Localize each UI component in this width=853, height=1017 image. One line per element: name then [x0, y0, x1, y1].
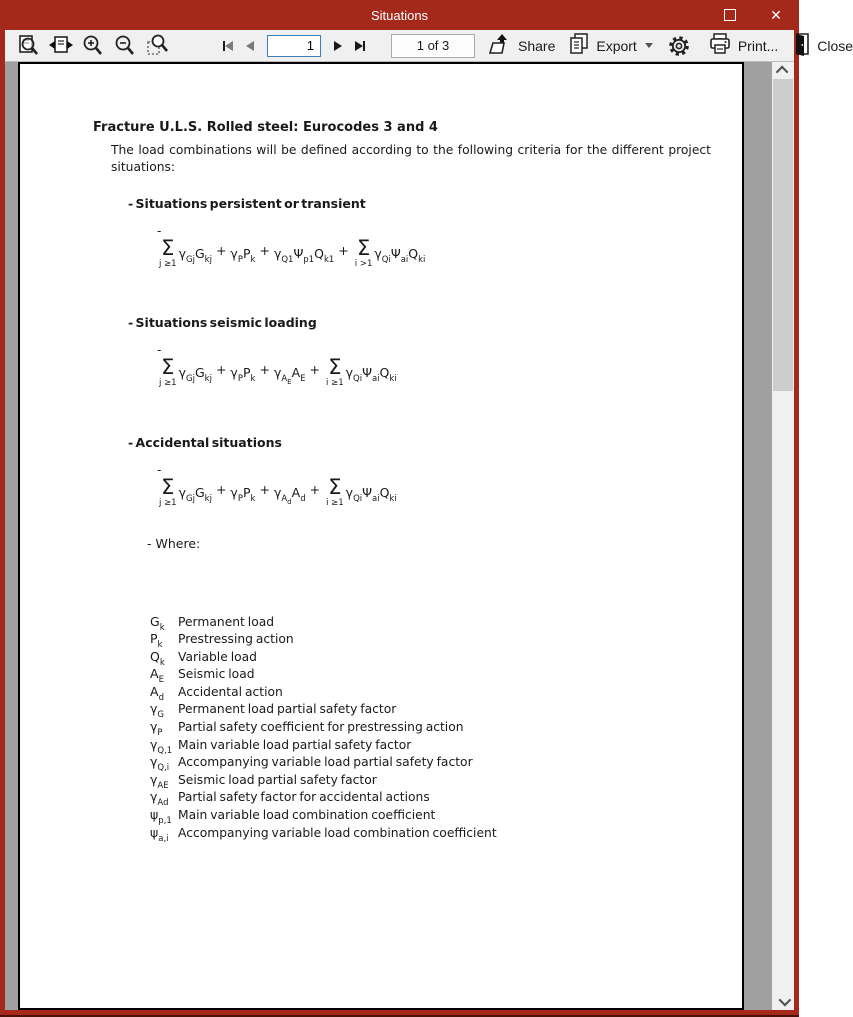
definition-row: [150, 786, 742, 809]
print-label: Print...: [737, 37, 779, 54]
close-label: Close: [817, 37, 853, 54]
term-subscript: Gj: [186, 373, 195, 384]
term-subscript: d: [300, 494, 306, 505]
definition-row: [150, 646, 742, 668]
sum-subscript: j ≥1: [159, 259, 177, 270]
definition-symbol: [150, 698, 178, 721]
formula-term: [194, 246, 212, 266]
formula-term: [293, 246, 315, 266]
definition-row: [150, 663, 742, 686]
term-symbol: Q: [379, 364, 390, 380]
sigma-symbol: Σ: [328, 475, 342, 500]
export-dropdown-caret: [645, 43, 653, 48]
export-icon: [567, 32, 591, 59]
symbol-main: A: [150, 666, 159, 682]
scroll-down-button[interactable]: [772, 993, 794, 1010]
term-symbol: G: [194, 246, 205, 262]
formula-term: [242, 485, 256, 505]
definition-description: Prestressing action: [178, 632, 294, 647]
sum-subscript: j ≥1: [159, 377, 177, 388]
definition-row: [150, 681, 742, 703]
definition-description: Variable load: [178, 649, 257, 664]
next-page-icon: [334, 41, 342, 51]
symbol-main: γ: [150, 771, 158, 787]
symbol-subscript: G: [157, 710, 164, 721]
symbol-main: Q: [150, 648, 160, 664]
symbol-main: ψ: [150, 824, 159, 840]
fit-page-icon: [16, 33, 42, 59]
formula-term: [314, 246, 335, 266]
definition-description: Seismic load partial safety factor: [178, 772, 377, 787]
last-page-button[interactable]: [349, 34, 371, 58]
formula-block: [157, 344, 742, 387]
gear-icon: [667, 34, 691, 58]
term-subsubscript: E: [287, 377, 292, 386]
symbol-main: γ: [150, 754, 158, 770]
symbol-subscript: P: [157, 728, 163, 739]
term-subscript: E: [300, 373, 306, 384]
term-subscript: $A_E$: [281, 373, 292, 386]
term-subscript: ai: [371, 494, 380, 505]
formula-bullet: -: [157, 224, 162, 239]
report-heading: Fracture U.L.S. Rolled steel: Eurocodes 3 and 4: [93, 120, 438, 135]
term-symbol: Ψ: [293, 246, 304, 262]
symbol-main: γ: [150, 701, 158, 717]
fit-page-button[interactable]: [15, 32, 43, 60]
symbol-subscript: p,1: [158, 816, 172, 827]
formula-term: [273, 246, 294, 266]
term-subscript: k: [250, 494, 256, 505]
previous-page-icon: [246, 41, 254, 51]
definition-description: Main variable load partial safety factor: [178, 737, 412, 752]
term-subscript: Gj: [186, 494, 195, 505]
formula-term: [273, 485, 292, 507]
share-label: Share: [518, 37, 556, 54]
definition-description: Accompanying variable load combination coefficient: [178, 825, 497, 840]
where-label: - Where:: [147, 535, 201, 551]
term-symbol: Q: [379, 485, 390, 501]
title-bar: [0, 0, 799, 30]
formula-term: [178, 485, 195, 505]
close-icon: ✕: [770, 7, 782, 23]
document-viewport: [5, 62, 794, 1010]
symbol-main: A: [150, 683, 159, 699]
sigma-symbol: Σ: [161, 236, 175, 261]
formula-term: [362, 485, 380, 505]
term-symbol: γ: [273, 246, 282, 262]
term-symbol: Ψ: [362, 485, 372, 501]
term-symbol: γ: [178, 364, 186, 380]
definition-row: [150, 734, 742, 756]
plus-operator: +: [259, 361, 270, 377]
definition-row: [150, 628, 742, 651]
sum-operator: [159, 475, 177, 508]
term-symbol: Ψ: [362, 364, 372, 380]
page-indicator: 1 of 3: [391, 34, 475, 58]
symbol-subscript: a,i: [158, 833, 169, 844]
term-subscript: Qi: [381, 255, 391, 266]
formula-term: [374, 246, 391, 266]
formula-term: [379, 364, 397, 384]
term-symbol: A: [291, 485, 301, 501]
formula-seismic: [157, 354, 742, 388]
chevron-down-icon: [778, 994, 791, 1007]
chevron-up-icon: [775, 66, 788, 79]
toolbar-actions: [475, 32, 853, 60]
export-label: Export: [596, 37, 637, 54]
term-symbol: A: [291, 364, 301, 380]
symbol-main: ψ: [150, 807, 159, 823]
symbol-subscript: k: [157, 640, 163, 651]
zoom-in-button[interactable]: [79, 32, 107, 60]
window-title: Situations: [370, 7, 429, 23]
term-symbol: γ: [273, 485, 282, 501]
definition-row: [150, 822, 742, 844]
term-symbol: P: [242, 485, 251, 501]
zoom-in-icon: [80, 33, 106, 59]
term-subscript: kj: [204, 494, 212, 505]
settings-button[interactable]: [665, 32, 693, 60]
formula-term: [230, 485, 243, 505]
definition-description: Accidental action: [178, 684, 283, 699]
definitions-list: [150, 611, 742, 844]
formula-term: [291, 364, 306, 384]
formula-term: [242, 364, 256, 384]
term-subscript: k: [250, 255, 256, 266]
symbol-main: γ: [150, 719, 158, 735]
report-intro: The load combinations will be defined according to the following criteria for the different project situations:: [111, 143, 711, 174]
formula-term: [362, 364, 380, 384]
definition-symbol: [150, 611, 178, 633]
symbol-main: γ: [150, 789, 158, 805]
zoom-tools-group: [13, 32, 173, 60]
plus-operator: +: [215, 482, 227, 498]
term-subscript: ki: [389, 373, 397, 384]
formula-term: [408, 246, 426, 266]
term-subscript: $A_d$: [281, 494, 292, 507]
section-title-persistent: - Situations persistent or transient: [128, 196, 366, 212]
formula-term: [230, 364, 243, 384]
section-title-accidental: - Accidental situations: [128, 435, 282, 451]
symbol-subscript: Ad: [157, 798, 169, 809]
definition-symbol: [150, 681, 178, 703]
fit-width-icon: [48, 33, 74, 59]
sum-subscript: i ≥1: [326, 498, 344, 508]
term-subscript: Qi: [353, 494, 363, 505]
definition-row: [150, 804, 742, 827]
printer-icon: [707, 32, 733, 59]
term-subscript: P: [237, 373, 243, 384]
term-symbol: γ: [230, 246, 238, 262]
formula-block: [157, 225, 742, 268]
symbol-subscript: Q,1: [157, 745, 173, 756]
formula-term: [194, 485, 212, 505]
term-symbol: γ: [374, 246, 382, 262]
definition-row: [150, 716, 742, 739]
first-page-button[interactable]: [217, 34, 239, 58]
formula-term: [291, 485, 306, 505]
formula-term: [230, 246, 243, 266]
term-symbol: γ: [345, 364, 354, 380]
formula-term: [273, 364, 292, 386]
sum-operator: [159, 354, 177, 388]
formula-bullet: -: [157, 463, 162, 478]
sum-operator: [326, 475, 344, 508]
term-subscript: ki: [389, 494, 397, 505]
definition-symbol: [150, 734, 178, 756]
term-symbol: γ: [230, 485, 238, 501]
door-icon: [790, 32, 812, 59]
term-subscript: P: [237, 255, 243, 266]
formula-term: [194, 364, 212, 384]
sigma-symbol: Σ: [328, 354, 342, 379]
section-title-seismic: - Situations seismic loading: [128, 314, 317, 330]
term-subscript: Q1: [281, 255, 294, 266]
zoom-out-button[interactable]: [111, 32, 139, 60]
term-subscript: ai: [400, 255, 409, 266]
page-navigation: [217, 34, 475, 58]
formula-block: [157, 464, 742, 507]
previous-page-button[interactable]: [239, 34, 261, 58]
sum-operator: [159, 236, 177, 270]
fit-width-button[interactable]: [47, 32, 75, 60]
term-symbol: Ψ: [390, 246, 401, 262]
symbol-subscript: k: [159, 622, 165, 633]
definition-row: [150, 769, 742, 791]
definition-description: Permanent load: [178, 614, 275, 629]
definition-description: Main variable load combination coefficient: [178, 808, 436, 823]
formula-term: [178, 364, 195, 384]
last-page-icon: [355, 41, 363, 51]
zoom-region-icon: [144, 33, 170, 59]
term-symbol: G: [194, 485, 205, 501]
term-symbol: γ: [178, 246, 186, 262]
plus-operator: +: [338, 243, 349, 259]
vertical-scrollbar[interactable]: [772, 62, 794, 1010]
term-symbol: γ: [178, 485, 186, 501]
close-report-button[interactable]: [790, 32, 853, 59]
sigma-symbol: Σ: [161, 354, 175, 379]
term-symbol: P: [242, 364, 251, 380]
term-subscript: P: [237, 494, 243, 505]
zoom-out-icon: [112, 33, 138, 59]
definition-symbol: [150, 646, 178, 668]
zoom-region-button[interactable]: [143, 32, 171, 60]
term-symbol: γ: [230, 364, 238, 380]
print-button[interactable]: [707, 32, 778, 59]
formula-term: [345, 364, 363, 384]
term-subscript: Qi: [353, 373, 363, 384]
sum-operator: [354, 236, 373, 270]
formula-term: [178, 246, 195, 266]
term-subscript: Gj: [186, 255, 195, 266]
formula-term: [390, 246, 409, 266]
term-subscript: kj: [204, 255, 212, 266]
scroll-up-button[interactable]: [772, 62, 794, 79]
definition-row: [150, 698, 742, 721]
term-subscript: k: [250, 373, 256, 384]
page-number-input[interactable]: [267, 35, 321, 57]
term-subscript: k1: [323, 255, 335, 266]
term-symbol: γ: [273, 364, 282, 380]
report-page: [18, 62, 744, 1010]
formula-term: [345, 485, 363, 505]
sum-subscript: i ≥1: [326, 377, 344, 388]
term-subsubscript: d: [287, 498, 292, 507]
term-subscript: p1: [303, 255, 315, 266]
formula-persistent: [157, 236, 742, 270]
term-symbol: γ: [345, 485, 354, 501]
definition-row: [150, 751, 742, 774]
definition-description: Seismic load: [178, 667, 255, 682]
next-page-button[interactable]: [327, 34, 349, 58]
symbol-main: γ: [150, 736, 158, 752]
plus-operator: +: [215, 243, 227, 259]
sigma-symbol: Σ: [356, 236, 371, 261]
share-icon: [487, 32, 513, 59]
definition-description: Accompanying variable load partial safety factor: [178, 755, 473, 770]
sum-operator: [326, 354, 344, 388]
formula-term: [379, 485, 397, 505]
symbol-subscript: Q,i: [157, 763, 170, 774]
sum-subscript: j ≥1: [159, 498, 177, 508]
term-subscript: kj: [204, 373, 212, 384]
plus-operator: +: [309, 361, 321, 377]
share-button[interactable]: [487, 32, 555, 59]
formula-bullet: -: [157, 342, 162, 357]
term-symbol: Q: [314, 246, 324, 262]
term-symbol: Q: [408, 246, 419, 262]
term-subscript: ai: [371, 373, 380, 384]
plus-operator: +: [215, 361, 227, 377]
definition-description: Permanent load partial safety factor: [178, 702, 397, 717]
definition-description: Partial safety factor for accidental actions: [178, 790, 430, 805]
term-symbol: P: [242, 246, 251, 262]
plus-operator: +: [259, 243, 270, 259]
toolbar: [5, 30, 853, 62]
term-symbol: G: [194, 364, 205, 380]
definition-description: Partial safety coefficient for prestressing action: [178, 720, 464, 735]
plus-operator: +: [259, 482, 270, 498]
symbol-subscript: E: [158, 675, 164, 686]
sum-subscript: i >1: [354, 259, 373, 270]
symbol-subscript: d: [158, 692, 164, 703]
plus-operator: +: [309, 482, 321, 498]
symbol-subscript: k: [159, 657, 165, 668]
symbol-main: P: [150, 631, 158, 647]
term-subscript: ki: [418, 255, 426, 266]
definition-symbol: [150, 716, 178, 739]
formula-accidental: [157, 475, 742, 508]
symbol-main: G: [150, 613, 160, 629]
scrollbar-thumb[interactable]: [773, 79, 793, 391]
formula-term: [242, 246, 256, 266]
sigma-symbol: Σ: [161, 475, 175, 500]
definition-row: [150, 611, 742, 633]
export-button[interactable]: [567, 32, 652, 59]
symbol-subscript: AE: [157, 780, 169, 791]
